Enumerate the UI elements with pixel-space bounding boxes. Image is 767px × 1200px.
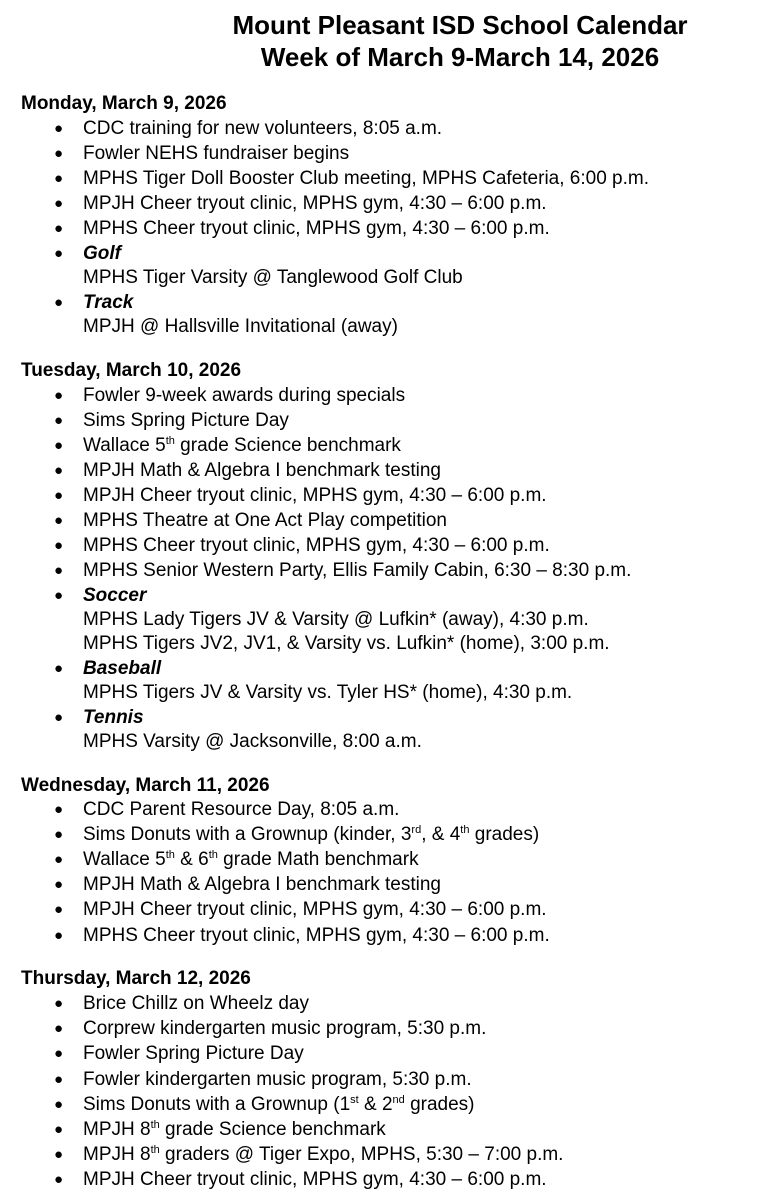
list-item: Corprew kindergarten music program, 5:30 p.m. <box>83 1018 487 1039</box>
bullet-icon: ● <box>54 927 64 944</box>
bullet-icon: ● <box>54 195 64 212</box>
ordinal-suffix: th <box>165 849 175 861</box>
list-item: MPHS Theatre at One Act Play competition <box>83 510 447 531</box>
bullet-icon: ● <box>54 1121 64 1138</box>
bullet-icon: ● <box>54 1020 64 1037</box>
bullet-icon: ● <box>54 512 64 529</box>
item-text: Wallace 5 <box>83 435 166 456</box>
list-item: MPHS Tiger Varsity @ Tanglewood Golf Club <box>83 267 463 288</box>
list-item <box>83 849 419 871</box>
list-item: MPJH Math & Algebra I benchmark testing <box>83 460 441 481</box>
list-item: MPHS Cheer tryout clinic, MPHS gym, 4:30 – 6:00 p.m. <box>83 925 550 946</box>
bullet-icon: ● <box>54 1146 64 1163</box>
item-text: grade Math benchmark <box>217 849 419 870</box>
item-text: Sims Donuts with a Grownup (kinder, 3 <box>83 824 412 845</box>
list-item: Fowler Spring Picture Day <box>83 1043 304 1064</box>
list-item: MPJH @ Hallsville Invitational (away) <box>83 316 398 337</box>
ordinal-suffix: th <box>208 849 218 861</box>
bullet-icon: ● <box>54 1096 64 1113</box>
bullet-icon: ● <box>54 1071 64 1088</box>
list-item: MPJH Math & Algebra I benchmark testing <box>83 874 441 895</box>
item-text: & 6 <box>174 849 209 870</box>
list-item <box>83 1094 475 1116</box>
list-item: MPJH Cheer tryout clinic, MPHS gym, 4:30 – 6:00 p.m. <box>83 1169 547 1190</box>
list-item: CDC training for new volunteers, 8:05 a.m. <box>83 118 443 139</box>
list-item: MPHS Lady Tigers JV & Varsity @ Lufkin* (away), 4:30 p.m. <box>83 609 589 630</box>
list-item: CDC Parent Resource Day, 8:05 a.m. <box>83 799 400 820</box>
item-text: grades) <box>469 824 540 845</box>
bullet-icon: ● <box>54 876 64 893</box>
title-line-1: Mount Pleasant ISD School Calendar <box>232 10 688 40</box>
bullet-icon: ● <box>54 587 64 604</box>
list-item: Fowler 9-week awards during specials <box>83 385 406 406</box>
bullet-icon: ● <box>54 462 64 479</box>
list-item: Fowler kindergarten music program, 5:30 p.m. <box>83 1069 472 1090</box>
day-heading-thursday: Thursday, March 12, 2026 <box>21 968 251 989</box>
page-title <box>160 9 760 73</box>
list-item: MPHS Senior Western Party, Ellis Family Cabin, 6:30 – 8:30 p.m. <box>83 560 632 581</box>
bullet-icon: ● <box>54 220 64 237</box>
ordinal-suffix: nd <box>392 1094 405 1106</box>
bullet-icon: ● <box>54 145 64 162</box>
item-text: grade Science benchmark <box>159 1119 386 1140</box>
list-item: Brice Chillz on Wheelz day <box>83 993 309 1014</box>
bullet-icon: ● <box>54 120 64 137</box>
bullet-icon: ● <box>54 387 64 404</box>
item-text: , & 4 <box>421 824 461 845</box>
category-soccer: Soccer <box>83 585 147 606</box>
list-item: MPHS Tiger Doll Booster Club meeting, MPHS Cafeteria, 6:00 p.m. <box>83 168 650 189</box>
list-item: MPJH Cheer tryout clinic, MPHS gym, 4:30 – 6:00 p.m. <box>83 193 547 214</box>
list-item: MPJH Cheer tryout clinic, MPHS gym, 4:30 – 6:00 p.m. <box>83 899 547 920</box>
ordinal-suffix: rd <box>411 824 422 836</box>
bullet-icon: ● <box>54 437 64 454</box>
bullet-icon: ● <box>54 412 64 429</box>
list-item <box>83 824 539 846</box>
bullet-icon: ● <box>54 660 64 677</box>
list-item: MPJH Cheer tryout clinic, MPHS gym, 4:30 – 6:00 p.m. <box>83 485 547 506</box>
list-item: MPHS Cheer tryout clinic, MPHS gym, 4:30 – 6:00 p.m. <box>83 535 550 556</box>
category-track: Track <box>83 292 134 313</box>
bullet-icon: ● <box>54 487 64 504</box>
item-text: Wallace 5 <box>83 849 166 870</box>
bullet-icon: ● <box>54 170 64 187</box>
bullet-icon: ● <box>54 995 64 1012</box>
item-text: MPJH 8 <box>83 1119 151 1140</box>
ordinal-suffix: th <box>165 435 175 447</box>
bullet-icon: ● <box>54 826 64 843</box>
ordinal-suffix: th <box>150 1119 160 1131</box>
item-text: & 2 <box>358 1094 393 1115</box>
bullet-icon: ● <box>54 1171 64 1188</box>
item-text: grades) <box>404 1094 475 1115</box>
ordinal-suffix: th <box>460 824 470 836</box>
ordinal-suffix: st <box>350 1094 359 1106</box>
item-text: MPJH 8 <box>83 1144 151 1165</box>
bullet-icon: ● <box>54 851 64 868</box>
item-text: grade Science benchmark <box>174 435 401 456</box>
bullet-icon: ● <box>54 1045 64 1062</box>
title-line-2: Week of March 9-March 14, 2026 <box>260 42 660 72</box>
bullet-icon: ● <box>54 709 64 726</box>
bullet-icon: ● <box>54 245 64 262</box>
category-baseball: Baseball <box>83 658 162 679</box>
bullet-icon: ● <box>54 562 64 579</box>
day-heading-tuesday: Tuesday, March 10, 2026 <box>21 360 242 381</box>
category-golf: Golf <box>83 243 121 264</box>
list-item <box>83 1119 386 1141</box>
day-heading-monday: Monday, March 9, 2026 <box>21 93 227 114</box>
bullet-icon: ● <box>54 537 64 554</box>
list-item <box>83 1144 563 1166</box>
day-heading-wednesday: Wednesday, March 11, 2026 <box>21 775 270 796</box>
item-text: Sims Donuts with a Grownup (1 <box>83 1094 351 1115</box>
list-item: Fowler NEHS fundraiser begins <box>83 143 350 164</box>
list-item: MPHS Tigers JV2, JV1, & Varsity vs. Lufkin* (home), 3:00 p.m. <box>83 633 610 654</box>
ordinal-suffix: th <box>150 1144 160 1156</box>
bullet-icon: ● <box>54 801 64 818</box>
list-item: MPHS Cheer tryout clinic, MPHS gym, 4:30 – 6:00 p.m. <box>83 218 550 239</box>
bullet-icon: ● <box>54 901 64 918</box>
list-item: Sims Spring Picture Day <box>83 410 289 431</box>
list-item <box>83 435 401 457</box>
list-item: MPHS Varsity @ Jacksonville, 8:00 a.m. <box>83 731 422 752</box>
category-tennis: Tennis <box>83 707 144 728</box>
item-text: graders @ Tiger Expo, MPHS, 5:30 – 7:00 p.m. <box>159 1144 564 1165</box>
bullet-icon: ● <box>54 294 64 311</box>
list-item: MPHS Tigers JV & Varsity vs. Tyler HS* (home), 4:30 p.m. <box>83 682 573 703</box>
